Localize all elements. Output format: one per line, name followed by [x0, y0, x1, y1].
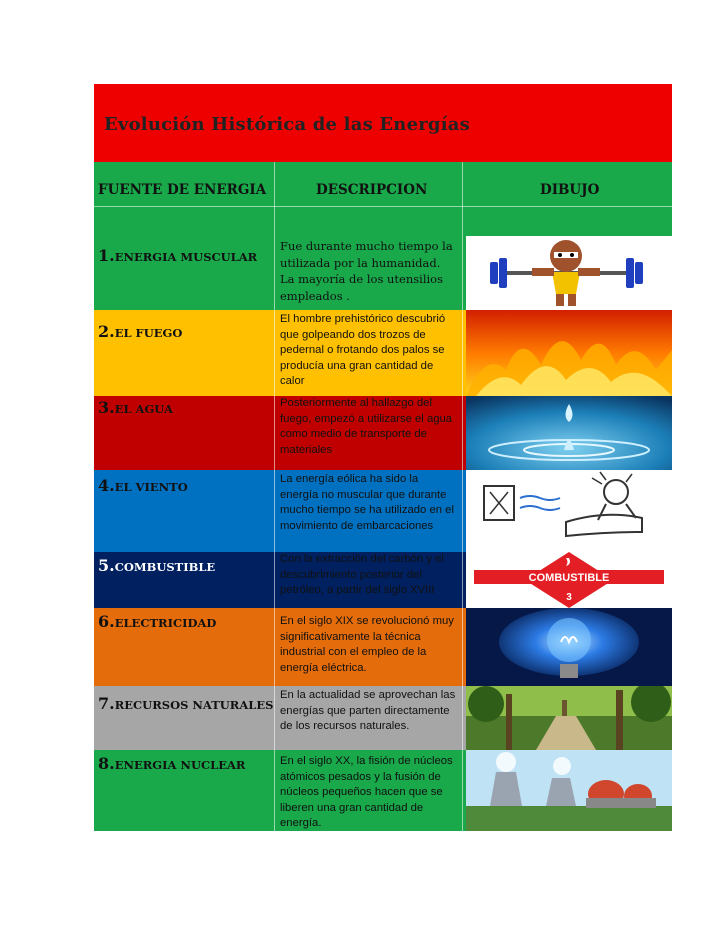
- table-row: [94, 396, 672, 470]
- fire-icon: [466, 310, 672, 396]
- source-description: En el siglo XX, la fisión de núcleos atómicos pesados y la fusión de núcleos pequeños hacen que se liberen una gran cantidad de energía.: [280, 755, 453, 830]
- table-row: [94, 750, 672, 831]
- source-description: En la actualidad se aprovechan las energías que parten directamente de los recursos naturales.: [280, 689, 456, 733]
- wind-fan-icon: [466, 470, 672, 552]
- table-row: [94, 686, 672, 750]
- energy-table: [94, 84, 672, 831]
- title-row: [94, 84, 672, 162]
- table-row: [94, 470, 672, 552]
- source-description: La energía eólica ha sido la energía no muscular que durante mucho tiempo se ha utilizado en el movimiento de embarcaciones: [280, 473, 454, 532]
- page-title: Evolución Histórica de las Energías: [104, 114, 470, 135]
- table-row: [94, 236, 672, 310]
- source-description: El hombre prehistórico descubrió que golpeando dos trozos de pedernal o frotando dos palos se producía una gran cantidad de calor: [280, 313, 446, 388]
- forest-icon: [466, 686, 672, 750]
- source-name: 6.ELECTRICIDAD: [98, 612, 217, 631]
- table-row: [94, 608, 672, 686]
- table-row: [94, 310, 672, 396]
- source-name: 3.EL AGUA: [98, 398, 173, 417]
- source-description: Fue durante mucho tiempo la utilizada por la humanidad. La mayoría de los utensilios empleados .: [280, 239, 453, 303]
- nuclear-plant-icon: [466, 750, 672, 831]
- table-row: [94, 552, 672, 608]
- source-description: Con la extracción del carbón y el descubrimiento posterior del petróleo, a partir del siglo XVIII: [280, 553, 444, 597]
- light-bulb-icon: [466, 608, 672, 686]
- combustible-sign-number: 3: [566, 592, 572, 603]
- source-name: 5.COMBUSTIBLE: [98, 556, 216, 575]
- combustible-sign-text: COMBUSTIBLE: [528, 572, 610, 584]
- source-name: 4.EL VIENTO: [98, 476, 188, 495]
- water-drop-icon: [466, 396, 672, 470]
- header-row: [94, 162, 672, 236]
- source-description: En el siglo XIX se revolucionó muy significativamente la técnica industrial con el empleo de la energía eléctrica.: [280, 615, 454, 674]
- source-name: 7.RECURSOS NATURALES: [98, 694, 274, 713]
- weightlifter-icon: [466, 236, 672, 310]
- combustible-sign-icon: [466, 552, 672, 608]
- source-name: 2.EL FUEGO: [98, 322, 183, 341]
- header-dibujo: DIBUJO: [540, 182, 600, 198]
- source-name: 8.ENERGIA NUCLEAR: [98, 754, 246, 773]
- source-description: Posteriormente al hallazgo del fuego, empezó a utilizarse el agua como medio de transporte de materiales: [280, 397, 453, 456]
- source-name: 1.ENERGIA MUSCULAR: [98, 246, 258, 265]
- header-fuente: FUENTE DE ENERGIA: [98, 182, 267, 198]
- header-descripcion: DESCRIPCION: [316, 182, 428, 198]
